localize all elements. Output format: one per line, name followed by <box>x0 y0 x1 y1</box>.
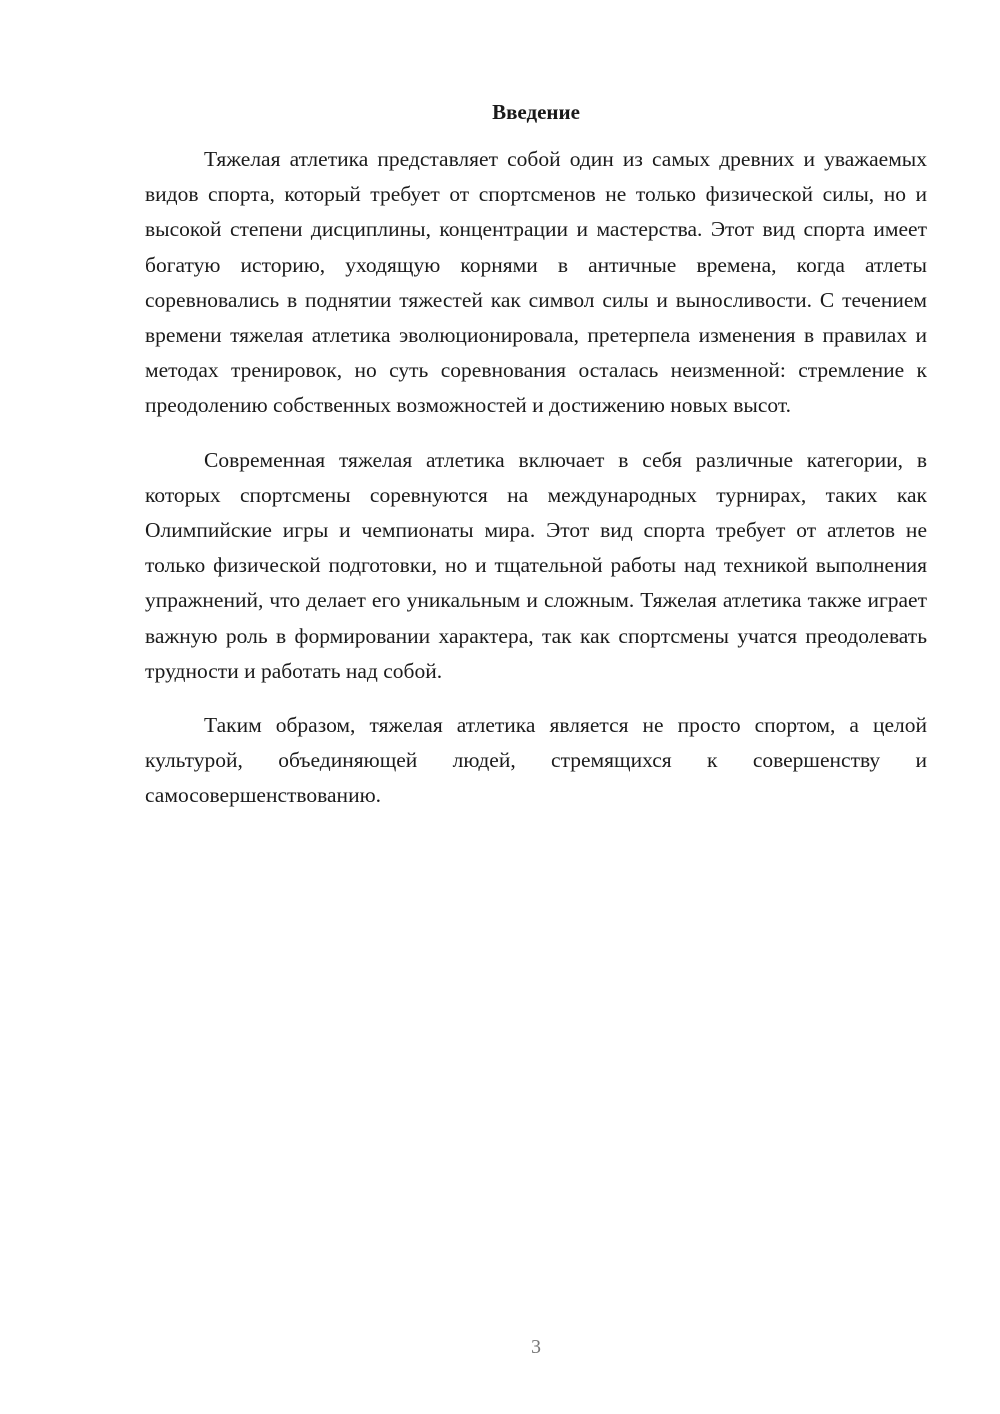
page-number: 3 <box>531 1336 541 1358</box>
body-text <box>145 142 927 833</box>
section-heading: Введение <box>492 100 580 124</box>
paragraph-1: Тяжелая атлетика представляет собой один из самых древних и уважаемых видов спорта, который требует от спортсменов не только физической силы, но и высокой степени дисциплины, концентрации и мастерства. Этот вид спорта имеет богатую историю, уходящую корнями в античные времена, когда атлеты соревновались в поднятии тяжестей как символ силы и выносливости. С течением времени тяжелая атлетика эволюционировала, претерпела изменения в правилах и методах тренировок, но суть соревнования осталась неизменной: стремление к преодолению собственных возможностей и достижению новых высот. <box>145 147 927 418</box>
paragraph-2: Современная тяжелая атлетика включает в себя различные категории, в которых спортсмены соревнуются на международных турнирах, таких как Олимпийские игры и чемпионаты мира. Этот вид спорта требует от атлетов не только физической подготовки, но и тщательной работы над техникой выполнения упражнений, что делает его уникальным и сложным. Тяжелая атлетика также играет важную роль в формировании характера, так как спортсмены учатся преодолевать трудности и работать над собой. <box>145 447 927 683</box>
paragraph-3: Таким образом, тяжелая атлетика является не просто спортом, а целой культурой, объединяющей людей, стремящихся к совершенству и самосовершенствованию. <box>145 713 927 808</box>
